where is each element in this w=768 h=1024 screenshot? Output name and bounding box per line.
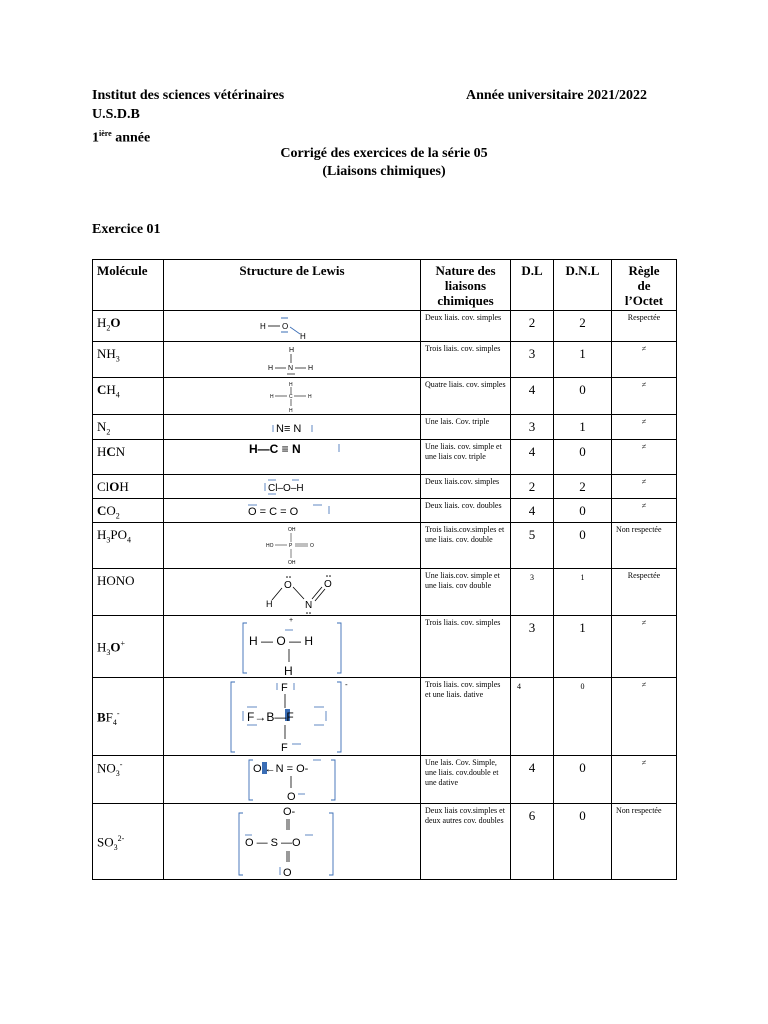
table-header-row [93, 260, 677, 311]
rule-cell: Non respectée [612, 804, 677, 880]
so3-formula: O — S —O [245, 836, 301, 849]
dl-cell: 3 [511, 415, 554, 440]
rule-cell: ≠ [612, 498, 677, 523]
lewis-h3po4 [164, 523, 421, 569]
dl-cell: 3 [511, 569, 554, 616]
rule-cell: ≠ [612, 415, 677, 440]
table-row [93, 474, 677, 498]
molecule-cell: $NH_3$ [93, 342, 164, 378]
dnl-cell: 0 [554, 756, 612, 804]
lewis-n2 [164, 415, 421, 440]
dnl-cell: 2 [554, 474, 612, 498]
table-row [93, 756, 677, 804]
dnl-cell: 2 [554, 311, 612, 342]
molecule-cell: $H_3PO_4$ [93, 523, 164, 569]
dnl-cell: 0 [554, 378, 612, 415]
dl-cell: 4 [511, 498, 554, 523]
atom-o: O [324, 578, 332, 590]
atom-c: C [289, 393, 293, 400]
atom-o: O [282, 321, 289, 331]
table-row [93, 439, 677, 474]
dl-cell: 3 [511, 342, 554, 378]
dl-cell: 4 [511, 378, 554, 415]
molecule-cell: $SO_3^{2-}$ [93, 804, 164, 880]
lewis-h2o [164, 311, 421, 342]
nature-cell: Deux liais.cov. simples [421, 474, 511, 498]
table-row [93, 523, 677, 569]
molecule-cell: $H_3O^+$ [93, 616, 164, 678]
rule-cell: Respectée [612, 569, 677, 616]
lewis-hcn [164, 439, 421, 474]
nature-cell: Trois liais. cov. simples et une liais. dative [421, 678, 511, 756]
molecule-cell: $N_2$ [93, 415, 164, 440]
lewis-so3 [164, 804, 421, 880]
lewis-h3o [164, 616, 421, 678]
atom-f: F [281, 741, 288, 754]
atom-h: H [289, 407, 293, 414]
nature-cell: Deux liais. cov. simples [421, 311, 511, 342]
molecule-cell: $CO_2$ [93, 498, 164, 523]
no3-formula: O ←N = O- [253, 762, 309, 775]
dl-cell: 3 [511, 616, 554, 678]
rule-cell: ≠ [612, 342, 677, 378]
atom-h: H [270, 393, 274, 400]
header-nature: Nature des liaisons chimiques [421, 260, 511, 311]
nature-cell: Une lais. Cov. triple [421, 415, 511, 440]
h3o-formula: H — O — H [249, 633, 314, 648]
lewis-hono [164, 569, 421, 616]
atom-h: H [289, 381, 293, 388]
molecule-cell: ClOH [93, 474, 164, 498]
dl-cell: 4 [511, 756, 554, 804]
atom-h: H [289, 346, 295, 354]
atom-n: N [288, 364, 294, 372]
rule-cell: ≠ [612, 378, 677, 415]
dnl-cell: 1 [554, 616, 612, 678]
atom-n: N [305, 599, 313, 611]
dnl-cell: 1 [554, 569, 612, 616]
dl-cell: 2 [511, 311, 554, 342]
academic-year: Année universitaire 2021/2022 [466, 88, 647, 103]
atom-f: F [281, 681, 288, 694]
atom-o: O [283, 866, 292, 879]
rule-cell: ≠ [612, 616, 677, 678]
bf4-formula: F→B—F [247, 709, 294, 724]
dnl-cell: 0 [554, 804, 612, 880]
doc-subtitle: (Liaisons chimiques) [322, 164, 446, 179]
atom-o: O [287, 790, 296, 803]
table-row [93, 378, 677, 415]
molecule-cell: $BF_4^-$ [93, 678, 164, 756]
header-rule: Règle de l’Octet [612, 260, 677, 311]
atom-ho: HO [266, 542, 274, 549]
nature-cell: Trois liais. cov. simples [421, 342, 511, 378]
header-dl: D.L [511, 260, 554, 311]
dl-cell: 4 [511, 678, 554, 756]
nature-cell: Deux liais cov.simples et deux autres cov. doubles [421, 804, 511, 880]
nature-cell: Trois liais. cov. simples [421, 616, 511, 678]
dl-cell: 4 [511, 439, 554, 474]
dl-cell: 5 [511, 523, 554, 569]
atom-oh: OH [288, 526, 296, 533]
lewis-cloh [164, 474, 421, 498]
lewis-nh3 [164, 342, 421, 378]
nature-cell: Deux liais. cov. doubles [421, 498, 511, 523]
rule-cell: ≠ [612, 474, 677, 498]
lewis-table [92, 259, 677, 880]
charge-sign: + [289, 616, 294, 624]
atom-o: O- [283, 805, 296, 818]
atom-o: O [310, 542, 314, 549]
atom-o: O [284, 579, 292, 591]
rule-cell: Non respectée [612, 523, 677, 569]
lewis-no3 [164, 756, 421, 804]
atom-h: H [308, 364, 314, 372]
lewis-ch4 [164, 378, 421, 415]
n2-formula: N≡ N [276, 422, 302, 435]
exercise-title: Exercice 01 [92, 222, 161, 237]
table-row [93, 616, 677, 678]
atom-h: H [260, 321, 266, 331]
dnl-cell: 0 [554, 498, 612, 523]
rule-cell: ≠ [612, 439, 677, 474]
dl-cell: 2 [511, 474, 554, 498]
table-row [93, 678, 677, 756]
dnl-cell: 0 [554, 678, 612, 756]
rule-cell: Respectée [612, 311, 677, 342]
table-row [93, 569, 677, 616]
nature-cell: Trois liais.cov.simples et une liais. cov. double [421, 523, 511, 569]
atom-p: P [289, 542, 293, 549]
university-name: U.S.D.B [92, 107, 140, 122]
table-row [93, 804, 677, 880]
molecule-cell: $H_2O$ [93, 311, 164, 342]
dnl-cell: 0 [554, 523, 612, 569]
rule-cell: ≠ [612, 756, 677, 804]
molecule-cell: HONO [93, 569, 164, 616]
dl-cell: 6 [511, 804, 554, 880]
rule-cell: ≠ [612, 678, 677, 756]
molecule-cell: $CH_4$ [93, 378, 164, 415]
doc-title: Corrigé des exercices de la série 05 [280, 146, 488, 161]
lewis-bf4 [164, 678, 421, 756]
atom-oh: OH [288, 559, 296, 566]
nature-cell: Une liais. cov. simple et une liais cov. triple [421, 439, 511, 474]
molecule-cell: $NO_3^-$ [93, 756, 164, 804]
institute-name: Institut des sciences vétérinaires [92, 88, 285, 103]
header-molecule: Molécule [93, 260, 164, 311]
atom-h: H [268, 364, 274, 372]
nature-cell: Une lais. Cov. Simple, une liais. cov.double et une dative [421, 756, 511, 804]
dnl-cell: 1 [554, 415, 612, 440]
cloh-formula: Cl–O–H [268, 483, 304, 495]
table-row [93, 498, 677, 523]
table-row [93, 415, 677, 440]
lewis-co2 [164, 498, 421, 523]
atom-h: H [308, 393, 312, 400]
nature-cell: Une liais.cov. simple et une liais. cov double [421, 569, 511, 616]
header-lewis: Structure de Lewis [164, 260, 421, 311]
charge-sign: - [345, 679, 348, 689]
hcn-formula: H—C ≡ N [249, 442, 301, 457]
atom-h: H [284, 663, 293, 677]
atom-h: H [266, 598, 273, 609]
molecule-cell: HCN [93, 439, 164, 474]
atom-h: H [300, 331, 306, 341]
co2-formula: O = C = O [248, 505, 299, 518]
study-year: $1^{ière}$ année [92, 129, 151, 146]
dnl-cell: 0 [554, 439, 612, 474]
nature-cell: Quatre liais. cov. simples [421, 378, 511, 415]
table-row [93, 311, 677, 342]
table-row [93, 342, 677, 378]
header-dnl: D.N.L [554, 260, 612, 311]
dnl-cell: 1 [554, 342, 612, 378]
